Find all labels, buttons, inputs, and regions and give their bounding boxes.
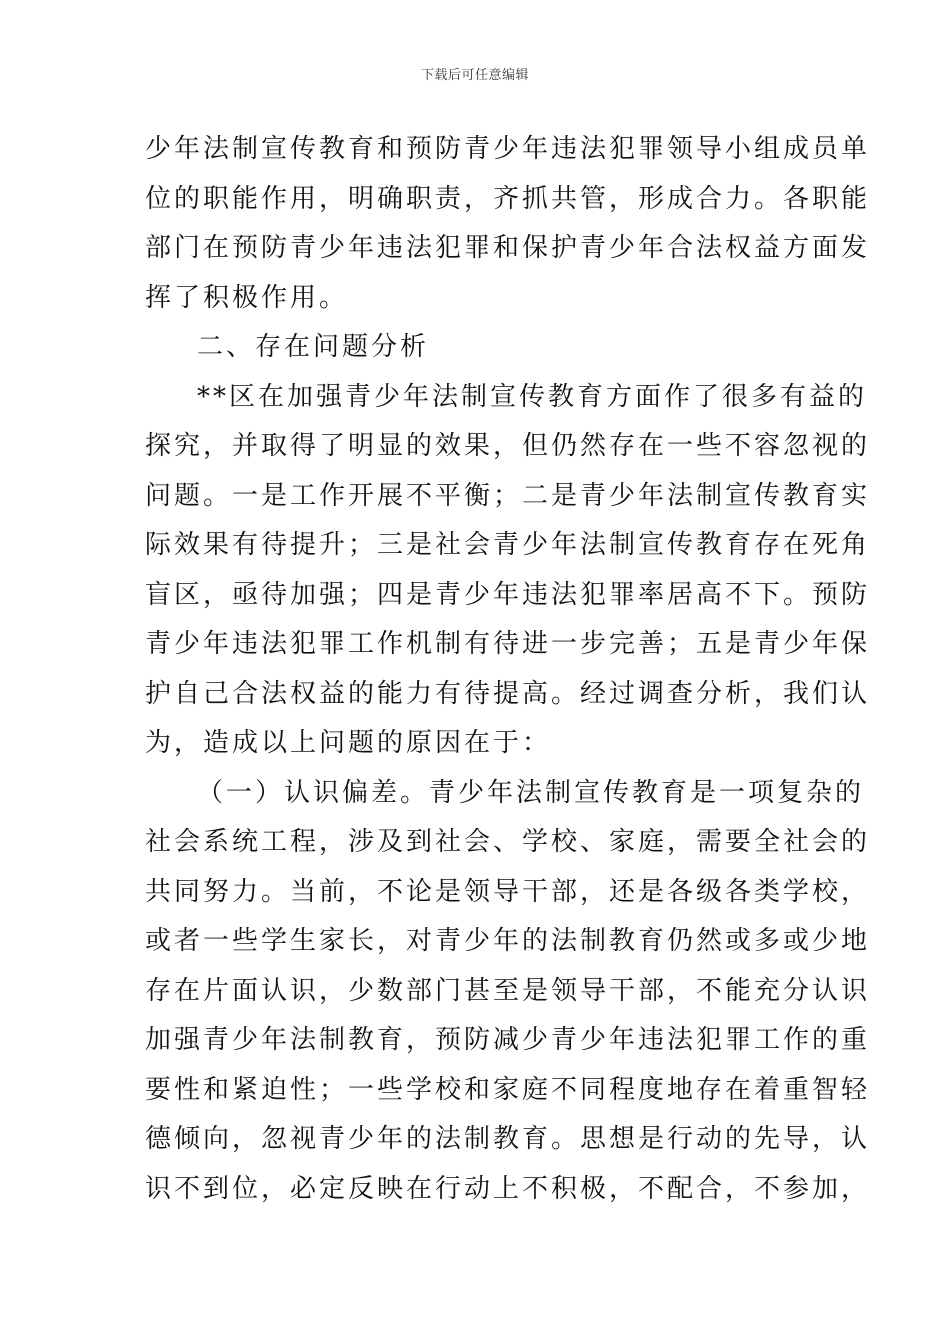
text-line: 社会系统工程，涉及到社会、学校、家庭，需要全社会的 (145, 827, 871, 857)
text-line: 加强青少年法制教育，预防减少青少年违法犯罪工作的重 (145, 1025, 871, 1055)
text-line: 识不到位，必定反映在行动上不积极，不配合，不参加， (145, 1173, 871, 1204)
text-line: 部门在预防青少年违法犯罪和保护青少年合法权益方面发 (145, 233, 871, 263)
text-line: 问题。一是工作开展不平衡；二是青少年法制宣传教育实 (145, 480, 871, 511)
text-line: 共同努力。当前，不论是领导干部，还是各级各类学校， (145, 876, 871, 907)
text-line: 为，造成以上问题的原因在于： (145, 728, 552, 758)
text-line: 护自己合法权益的能力有待提高。经过调查分析，我们认 (145, 678, 871, 709)
text-line: 要性和紧迫性；一些学校和家庭不同程度地存在着重智轻 (145, 1074, 871, 1105)
text-line: 盲区，亟待加强；四是青少年违法犯罪率居高不下。预防 (145, 579, 871, 610)
text-line: **区在加强青少年法制宣传教育方面作了很多有益的 (197, 381, 868, 412)
section-heading: 二、存在问题分析 (197, 332, 430, 362)
text-line: 挥了积极作用。 (145, 282, 349, 313)
body-text (145, 125, 871, 1214)
page-header: 下载后可任意编辑 (420, 68, 529, 83)
text-line: 位的职能作用，明确职责，齐抓共管，形成合力。各职能 (145, 183, 871, 214)
text-line: 少年法制宣传教育和预防青少年违法犯罪领导小组成员单 (145, 134, 871, 164)
text-line: 青少年违法犯罪工作机制有待进一步完善；五是青少年保 (145, 629, 871, 659)
text-line: 或者一些学生家长，对青少年的法制教育仍然或多或少地 (145, 926, 871, 956)
text-line: 探究，并取得了明显的效果，但仍然存在一些不容忽视的 (145, 431, 871, 461)
text-line: 际效果有待提升；三是社会青少年法制宣传教育存在死角 (145, 530, 871, 560)
subsection-line: （一）认识偏差。青少年法制宣传教育是一项复杂的 (197, 777, 865, 808)
text-line: 德倾向，忽视青少年的法制教育。思想是行动的先导，认 (145, 1124, 871, 1154)
text-line: 存在片面认识，少数部门甚至是领导干部，不能充分认识 (145, 975, 871, 1006)
